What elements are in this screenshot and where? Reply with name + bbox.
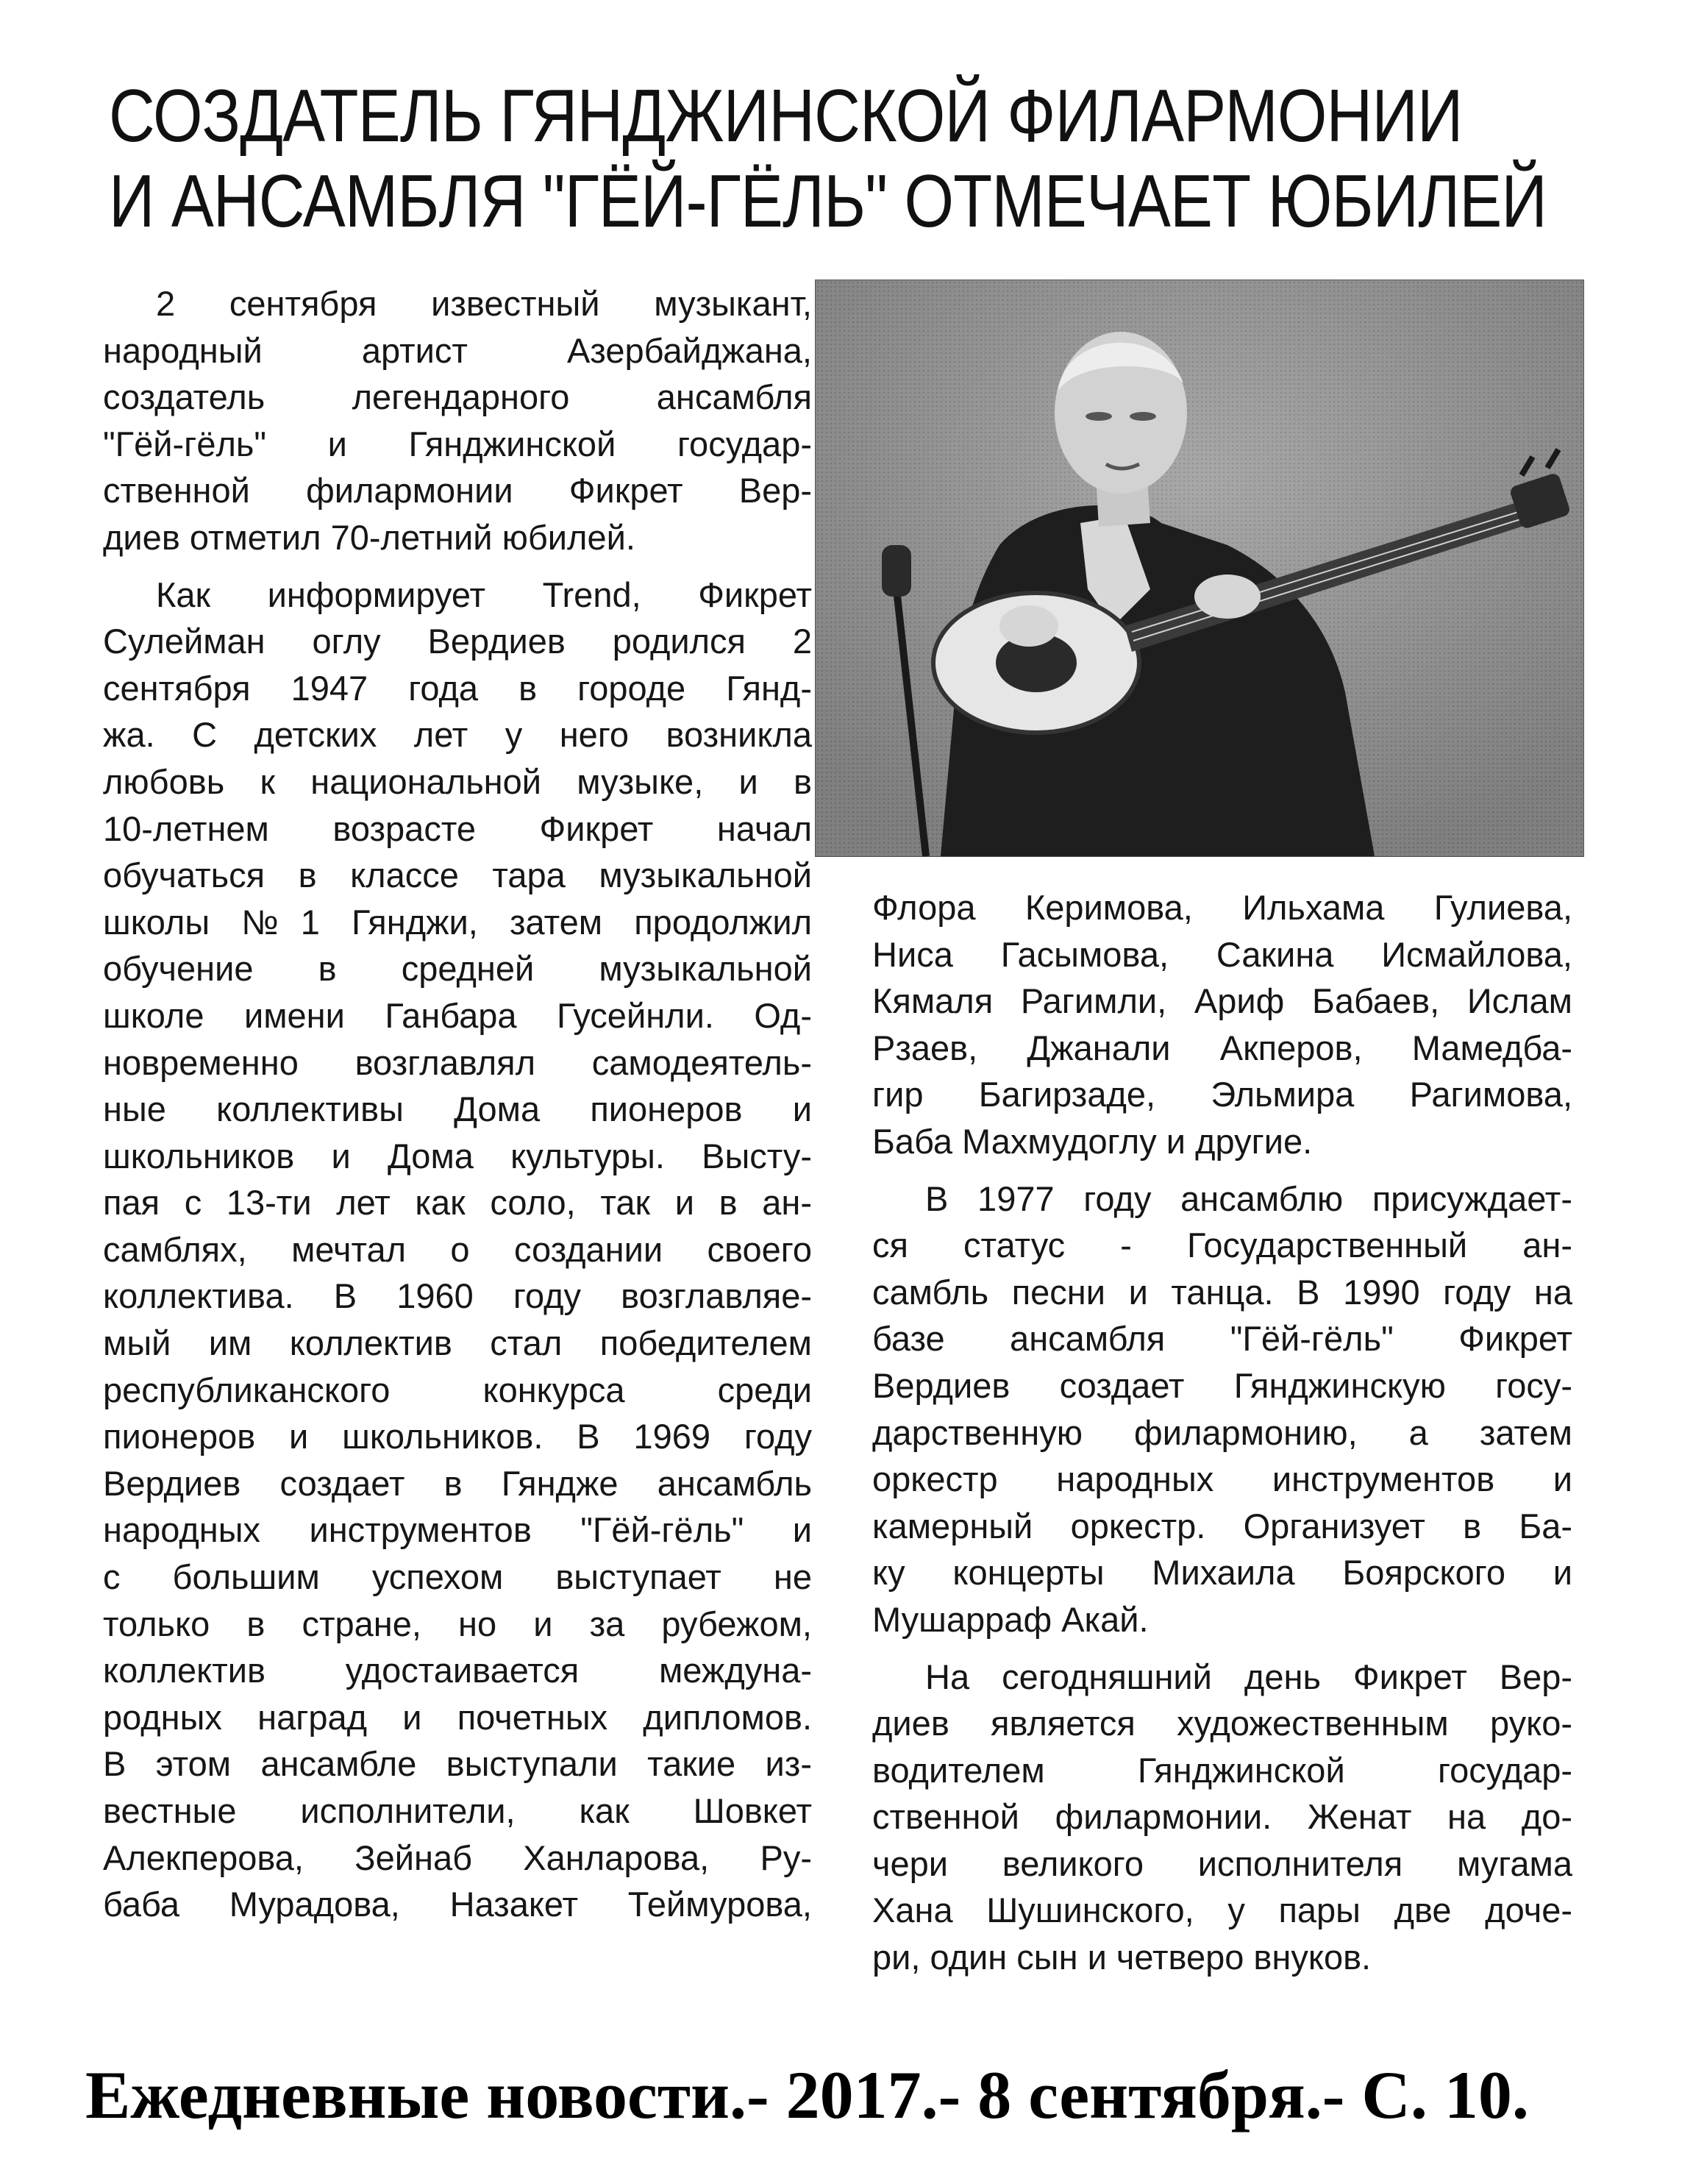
text-line: ри, один сын и четверо внуков. <box>872 1938 1372 1977</box>
text-line: 2 сентября известный музыкант, <box>156 284 812 323</box>
text-line: школе имени Ганбара Гусейнли. Од- <box>103 995 812 1035</box>
text-line: "Гёй-гёль" и Гянджинской государ- <box>103 424 812 463</box>
text-line: базе ансамбля "Гёй-гёль" Фикрет <box>872 1319 1572 1359</box>
musician-photo <box>815 280 1584 857</box>
text-line: Хана Шушинского, у пары две доче- <box>872 1890 1572 1930</box>
text-line: диев отметил 70-летний юбилей. <box>103 517 635 557</box>
text-line: Баба Махмудоглу и другие. <box>872 1121 1313 1161</box>
text-line: Вердиев создает в Гяндже ансамбль <box>103 1463 812 1503</box>
text-line: Рзаев, Джанали Акперов, Мамедба- <box>872 1028 1572 1067</box>
text-line: обучаться в классе тара музыкальной <box>103 856 812 895</box>
text-line: ственной филармонии Фикрет Вер- <box>103 471 812 511</box>
text-line: Алекперова, Зейнаб Ханларова, Ру- <box>103 1838 812 1877</box>
paragraph-intro <box>103 280 812 561</box>
text-line: диев является художественным руко- <box>872 1704 1572 1743</box>
text-line: ся статус - Государственный ан- <box>872 1226 1572 1265</box>
text-line: Мушарраф Акай. <box>872 1599 1149 1639</box>
text-line: самблях, мечтал о создании своего <box>103 1229 812 1269</box>
text-line: сентября 1947 года в городе Гянд- <box>103 668 812 708</box>
text-line: Вердиев создает Гянджинскую госу- <box>872 1365 1572 1405</box>
text-line: камерный оркестр. Организует в Ба- <box>872 1506 1572 1545</box>
text-line: самбль песни и танца. В 1990 году на <box>872 1272 1572 1312</box>
text-line: коллектив удостаивается междуна- <box>103 1651 812 1690</box>
text-line: республиканского конкурса среди <box>103 1370 812 1409</box>
text-line: ку концерты Михаила Боярского и <box>872 1553 1572 1593</box>
text-line: ственной филармонии. Женат на до- <box>872 1797 1572 1837</box>
text-line: школы №1 Гянджи, затем продолжил <box>103 902 812 942</box>
text-line: обучение в средней музыкальной <box>103 949 812 989</box>
text-line: гир Багирзаде, Эльмира Рагимова, <box>872 1075 1572 1114</box>
text-line: На сегодняшний день Фикрет Вер- <box>925 1657 1572 1696</box>
text-line: жа. С детских лет у него возникла <box>103 715 812 755</box>
headline-line-1: СОЗДАТЕЛЬ ГЯНДЖИНСКОЙ ФИЛАРМОНИИ <box>109 75 1463 157</box>
source-citation: Ежедневные новости.- 2017.- 8 сентября.- С. 10. <box>85 2057 1529 2133</box>
text-line: с большим успехом выступает не <box>103 1557 812 1597</box>
text-line: народный артист Азербайджана, <box>103 330 812 370</box>
text-line: родных наград и почетных дипломов. <box>103 1697 812 1737</box>
paragraph-biography <box>103 572 812 1928</box>
text-line: только в стране, но и за рубежом, <box>103 1604 812 1643</box>
text-line: чери великого исполнителя мугама <box>872 1843 1572 1883</box>
text-line: мый им коллектив стал победителем <box>103 1323 812 1363</box>
text-line: новременно возглавлял самодеятель- <box>103 1042 812 1082</box>
article-column-left <box>103 280 812 1928</box>
text-line: 10-летнем возрасте Фикрет начал <box>103 808 812 848</box>
text-line: любовь к национальной музыке, и в <box>103 761 812 801</box>
paragraph-1977-1990 <box>872 1175 1572 1643</box>
text-line: баба Мурадова, Назакет Теймурова, <box>103 1885 812 1924</box>
text-line: создатель легендарного ансамбля <box>103 377 812 417</box>
text-line: водителем Гянджинской государ- <box>872 1750 1572 1790</box>
article-headline <box>109 74 1547 244</box>
text-line: Кямаля Рагимли, Ариф Бабаев, Ислам <box>872 981 1572 1021</box>
text-line: В этом ансамбле выступали такие из- <box>103 1744 812 1784</box>
text-line: В 1977 году ансамблю присуждает- <box>925 1178 1572 1218</box>
musician-with-tar-image <box>816 280 1583 856</box>
article-column-right <box>872 884 1572 1981</box>
text-line: дарственную филармонию, а затем <box>872 1412 1572 1452</box>
text-line: пая с 13-ти лет как соло, так и в ан- <box>103 1183 812 1223</box>
text-line: Флора Керимова, Ильхама Гулиева, <box>872 888 1572 927</box>
text-line: народных инструментов "Гёй-гёль" и <box>103 1510 812 1550</box>
text-line: Сулейман оглу Вердиев родился 2 <box>103 622 812 661</box>
text-line: пионеров и школьников. В 1969 году <box>103 1417 812 1456</box>
text-line: коллектива. В 1960 году возглавляе- <box>103 1276 812 1316</box>
text-line: Ниса Гасымова, Сакина Исмайлова, <box>872 934 1572 974</box>
text-line: вестные исполнители, как Шовкет <box>103 1791 812 1830</box>
text-line: ные коллективы Дома пионеров и <box>103 1089 812 1129</box>
paragraph-performers-continued <box>872 884 1572 1165</box>
text-line: Как информирует Trend, Фикрет <box>156 575 812 614</box>
headline-line-2: И АНСАМБЛЯ "ГЁЙ-ГЁЛЬ" ОТМЕЧАЕТ ЮБИЛЕЙ <box>109 160 1547 243</box>
paragraph-today <box>872 1654 1572 1981</box>
text-line: школьников и Дома культуры. Высту- <box>103 1136 812 1175</box>
text-line: оркестр народных инструментов и <box>872 1459 1572 1499</box>
